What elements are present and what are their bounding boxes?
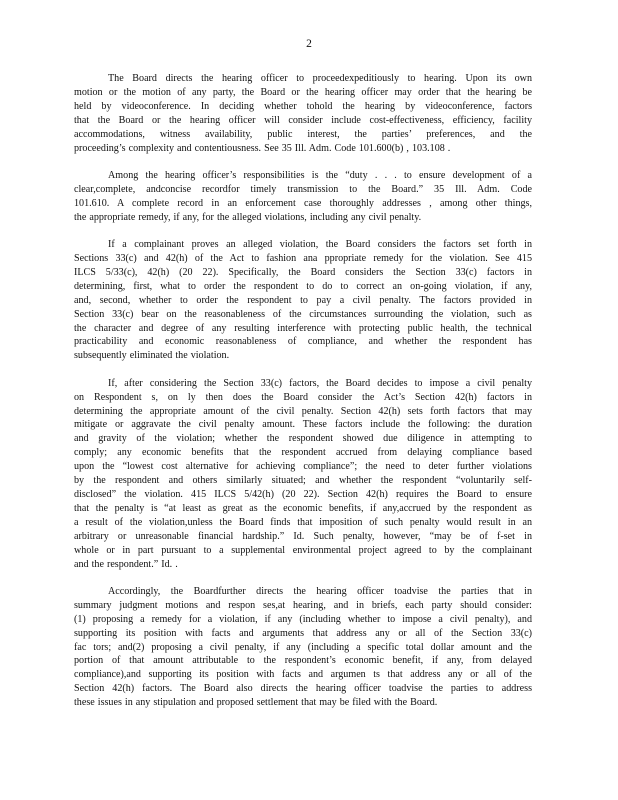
text-line: Among the hearing officer’s responsibilities is the “duty . . . to ensure development of a	[108, 169, 532, 181]
page-number: 2	[306, 38, 312, 50]
text-line: on Respondent s, on ly then does the Board consider the Act’s Section 42(h) factors in	[74, 391, 532, 403]
text-line: that the penalty is “at least as great as the economic benefits, if any,accrued by the respondent as	[74, 502, 532, 514]
text-line: and, second, whether to order the respondent to pay a civil penalty. The factors provided in	[74, 294, 532, 306]
text-line: and the respondent.” Id. .	[74, 558, 178, 570]
text-line: the appropriate remedy, if any, for the alleged violations, including any civil penalty.	[74, 211, 422, 223]
text-line: determining the appropriate amount of the civil penalty. Section 42(h) sets forth factors that may	[74, 405, 532, 417]
text-line: disclosed” the violation. 415 ILCS 5/42(h) (20 22). Section 42(h) requires the Board to ensure	[74, 488, 532, 500]
paragraph-hearing-officer-duties	[74, 169, 532, 225]
document-body	[74, 72, 532, 710]
text-line: the character and degree of any resulting interference with protecting public health, the technical	[74, 322, 532, 334]
text-line: portion of that amount attributable to the respondent’s economic benefit, if any, from delayed	[74, 655, 532, 667]
text-line: Section 33(c) bear on the reasonableness of the circumstances surrounding the violation, such as	[74, 308, 532, 320]
text-line: a result of the violation,unless the Board finds that imposition of such penalty would result in an	[74, 516, 532, 528]
text-line: by the respondent and others similarly situated; and whether the respondent “voluntarily self-	[74, 475, 532, 487]
text-line: determining, first, what to order the respondent to do to correct an on-going violation, if any,	[74, 280, 532, 292]
text-line: Sections 33(c) and 42(h) of the Act to fashion ana ppropriate remedy for the violation. See 415	[74, 252, 532, 264]
text-line: ILCS 5/33(c), 42(h) (20 22). Specifically, the Board considers the Section 33(c) factors in	[74, 266, 532, 278]
text-line: If a complainant proves an alleged violation, the Board considers the factors set forth in	[108, 239, 532, 251]
text-line: The Board directs the hearing officer to proceedexpeditiously to hearing. Upon its own	[108, 73, 532, 84]
text-line: accommodations, witness availability, public interest, the parties’ preferences, and the	[74, 128, 532, 140]
text-line: and gravity of the violation; whether the respondent showed due diligence in attempting to	[74, 433, 532, 445]
text-line: practicability and economic reasonableness of compliance, and whether the respondent has	[74, 336, 532, 348]
text-line: summary judgment motions and respon ses,at hearing, and in briefs, each party should consider:	[74, 599, 532, 611]
text-line: mitigate or aggravate the civil penalty amount. These factors include the following: the duration	[74, 419, 532, 431]
text-line: these issues in any stipulation and proposed settlement that may be filed with the Board.	[74, 697, 438, 709]
text-line: held by videoconference. In deciding whether tohold the hearing by videoconference, factors	[74, 100, 532, 112]
text-line: If, after considering the Section 33(c) factors, the Board decides to impose a civil penalty	[108, 377, 532, 389]
text-line: upon the “lowest cost alternative for achieving compliance”; the need to deter further violations	[74, 461, 532, 473]
text-line: compliance),and supporting its position with facts and argumen ts that address any or all of the	[74, 669, 532, 681]
text-line: arbitrary or unreasonable financial hardship.” Id. Such penalty, however, “may be of f-set in	[74, 530, 532, 542]
text-line: motion or the motion of any party, the Board or the hearing officer may order that the hearing be	[74, 86, 532, 98]
paragraph-hearing-directive	[74, 72, 532, 155]
text-line: whole or in part pursuant to a supplemental environmental project agreed to by the complainant	[74, 544, 532, 556]
text-line: clear,complete, andconcise recordfor timely transmission to the Board.” 35 Ill. Adm. Code	[74, 183, 532, 195]
paragraph-party-directions	[74, 585, 532, 710]
text-line: supporting its position with facts and arguments that address any or all of the Section 33(c)	[74, 627, 532, 639]
paragraph-section-33c	[74, 238, 532, 363]
text-line: fac tors; and(2) proposing a civil penalty, if any (including a specific total dollar amount and the	[74, 641, 532, 653]
text-line: 101.610. A complete record in an enforcement case thoroughly addresses , among other things,	[74, 197, 532, 209]
text-line: (1) proposing a remedy for a violation, if any (including whether to impose a civil penalty), and	[74, 613, 532, 625]
text-line: comply; any economic benefits that the respondent accrued from delaying compliance based	[74, 447, 532, 459]
text-line: proceeding’s complexity and contentiousness. See 35 Ill. Adm. Code 101.600(b) , 103.108 .	[74, 142, 451, 154]
text-line: Section 42(h) factors. The Board also directs the hearing officer toadvise the parties to address	[74, 683, 532, 695]
paragraph-section-42h	[74, 377, 532, 572]
text-line: that the Board or the hearing officer will consider include cost-effectiveness, efficiency, facility	[74, 114, 532, 126]
text-line: subsequently eliminated the violation.	[74, 350, 230, 362]
text-line: Accordingly, the Boardfurther directs the hearing officer toadvise the parties that in	[108, 585, 532, 597]
